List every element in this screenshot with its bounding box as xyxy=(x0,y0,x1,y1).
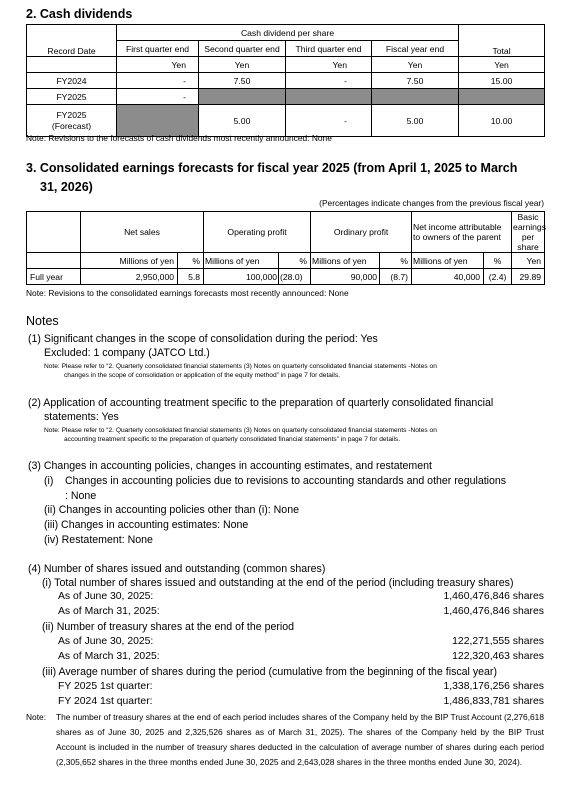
cash-dividends-note: Note: Revisions to the forecasts of cash dividends most recently announced: None xyxy=(26,133,332,143)
unit-yen: Yen xyxy=(512,253,545,269)
forecast-q3: - xyxy=(286,105,372,137)
total-header: Total xyxy=(459,25,545,57)
fy-header: Fiscal year end xyxy=(372,41,459,57)
forecast-note: Note: Revisions to the consolidated earnings forecasts most recently announced: None xyxy=(26,288,349,298)
shares-row xyxy=(58,635,544,649)
row-label-fy2024: FY2024 xyxy=(27,73,117,89)
unit-pct: % xyxy=(380,253,412,269)
net-income-header xyxy=(412,212,512,253)
forecast-fy: 5.00 xyxy=(372,105,459,137)
full-year-label: Full year xyxy=(27,269,81,285)
operating-profit-header: Operating profit xyxy=(204,212,311,253)
unit-millions: Millions of yen xyxy=(311,253,380,269)
fy2024-q2: 7.50 xyxy=(199,73,286,89)
net-sales-header: Net sales xyxy=(81,212,204,253)
row-label-fy2025: FY2025 xyxy=(27,89,117,105)
note-1-detail-1: Note: Please refer to “2. Quarterly consolidated financial statements (3) Notes on quarterly consolidated financial statements -Notes on xyxy=(44,363,437,370)
note-4: (4) Number of shares issued and outstanding (common shares) xyxy=(28,563,326,575)
shares-row xyxy=(58,605,544,619)
unit-pct: % xyxy=(484,253,512,269)
note-4-ii: (ii) Number of treasury shares at the end of the period xyxy=(42,621,295,633)
shaded-cell xyxy=(199,89,286,105)
unit-yen: Yen xyxy=(117,57,199,73)
ordinary-profit-header: Ordinary profit xyxy=(311,212,412,253)
shares-row-label: FY 2024 1st quarter: xyxy=(58,696,153,707)
unit-blank xyxy=(27,57,117,73)
note-4-iii: (iii) Average number of shares during the period (cumulative from the beginning of the fiscal year) xyxy=(42,666,497,678)
unit-millions: Millions of yen xyxy=(204,253,279,269)
shares-row xyxy=(58,650,544,664)
net-income-header-line2: to owners of the parent xyxy=(413,232,501,242)
q3-header: Third quarter end xyxy=(286,41,372,57)
notes-heading: Notes xyxy=(26,314,59,328)
operating-profit-value: 100,000 xyxy=(204,269,279,285)
shares-row-value: 1,460,476,846 shares xyxy=(443,591,544,602)
shares-row-value: 1,486,833,781 shares xyxy=(443,696,544,707)
shares-row-label: As of June 30, 2025: xyxy=(58,591,154,602)
forecast-heading-line1: 3. Consolidated earnings forecasts for fiscal year 2025 (from April 1, 2025 to March xyxy=(26,161,518,175)
ordinary-profit-value: 90,000 xyxy=(311,269,380,285)
note-2-line2: statements: Yes xyxy=(44,411,119,423)
forecast-heading-line2: 31, 2026) xyxy=(40,180,93,194)
net-sales-pct: 5.8 xyxy=(178,269,204,285)
fy2024-fy: 7.50 xyxy=(372,73,459,89)
final-note-text: The number of treasury shares at the end of each period includes shares of the Company held by the BIP Trust Account (2,276,618 shares as of June 30, 2025 and 2,325,526 shares as of March 31, 2025). The shares of the Company held by the BIP Trust Account is included in the number of treasury shares deducted in the calculation of average number of shares during each period (2,305,652 shares in the three months ended June 30, 2025 and 2,643,028 shares in the three months ended June 30, 2024). xyxy=(56,712,544,767)
eps-header xyxy=(512,212,545,253)
unit-millions: Millions of yen xyxy=(412,253,484,269)
unit-yen: Yen xyxy=(199,57,286,73)
note-1-detail-2: changes in the scope of consolidation or application of the equity method” in page 7 for details. xyxy=(64,372,341,379)
unit-millions: Millions of yen xyxy=(81,253,178,269)
fy2024-total: 15.00 xyxy=(459,73,545,89)
shares-row-label: FY 2025 1st quarter: xyxy=(58,681,153,692)
note-4-i: (i) Total number of shares issued and outstanding at the end of the period (including treasury shares) xyxy=(42,577,514,589)
forecast-year: FY2025 xyxy=(56,109,87,120)
final-note-label: Note: xyxy=(26,712,47,722)
row-label-forecast xyxy=(27,105,117,137)
note-2-line1: (2) Application of accounting treatment specific to the preparation of quarterly consolidated financial xyxy=(28,397,494,409)
fy2024-q3: - xyxy=(286,73,372,89)
note-3-iii: (iii) Changes in accounting estimates: None xyxy=(44,519,249,531)
eps-value: 29.89 xyxy=(512,269,545,285)
note-2-detail-2: accounting treatment specific to the preparation of quarterly consolidated financial statements” in page 7 for details. xyxy=(64,436,401,443)
shares-row-label: As of June 30, 2025: xyxy=(58,636,154,647)
dividend-per-share-header: Cash dividend per share xyxy=(117,25,459,41)
eps-header-line3: per share xyxy=(517,232,539,252)
shaded-cell xyxy=(372,89,459,105)
note-2-detail-1: Note: Please refer to “2. Quarterly consolidated financial statements (3) Notes on quarterly consolidated financial statements -Notes on xyxy=(44,427,437,434)
operating-profit-pct: (28.0) xyxy=(279,269,311,285)
unit-pct: % xyxy=(279,253,311,269)
unit-pct: % xyxy=(178,253,204,269)
note-3-i-none: : None xyxy=(65,490,97,502)
shaded-cell xyxy=(286,89,372,105)
note-3-iv: (iv) Restatement: None xyxy=(44,534,153,546)
fy2025-q1: - xyxy=(117,89,199,105)
net-income-header-line1: Net income attributable xyxy=(413,222,502,232)
cash-dividends-heading: 2. Cash dividends xyxy=(26,7,133,21)
shares-row xyxy=(58,680,544,694)
net-sales-value: 2,950,000 xyxy=(81,269,178,285)
shares-row xyxy=(58,695,544,709)
shares-row-value: 1,460,476,846 shares xyxy=(443,606,544,617)
shaded-cell xyxy=(117,105,199,137)
record-date-header: Record Date xyxy=(27,25,117,57)
earnings-forecast-table xyxy=(26,211,545,285)
fy2024-q1: - xyxy=(117,73,199,89)
forecast-q2: 5.00 xyxy=(199,105,286,137)
shares-row xyxy=(58,590,544,604)
unit-yen: Yen xyxy=(286,57,372,73)
shaded-cell xyxy=(459,89,545,105)
shares-row-value: 122,320,463 shares xyxy=(452,651,544,662)
shares-row-value: 1,338,176,256 shares xyxy=(443,681,544,692)
note-3-ii: (ii) Changes in accounting policies other than (i): None xyxy=(44,504,299,516)
note-3: (3) Changes in accounting policies, changes in accounting estimates, and restatement xyxy=(28,460,432,472)
net-income-pct: (2.4) xyxy=(484,269,512,285)
forecast-total: 10.00 xyxy=(459,105,545,137)
unit-yen: Yen xyxy=(459,57,545,73)
shares-row-label: As of March 31, 2025: xyxy=(58,606,160,617)
note-1-excluded: Excluded: 1 company (JATCO Ltd.) xyxy=(44,347,210,359)
note-1: (1) Significant changes in the scope of consolidation during the period: Yes xyxy=(28,333,378,345)
blank-header xyxy=(27,212,81,253)
unit-yen: Yen xyxy=(372,57,459,73)
percentage-note: (Percentages indicate changes from the previous fiscal year) xyxy=(319,198,544,208)
q2-header: Second quarter end xyxy=(199,41,286,57)
forecast-label: (Forecast) xyxy=(51,120,92,131)
note-3-i-number: (i) xyxy=(44,475,54,487)
net-income-value: 40,000 xyxy=(412,269,484,285)
eps-header-line1: Basic xyxy=(517,212,539,222)
shares-row-label: As of March 31, 2025: xyxy=(58,651,160,662)
note-3-i: Changes in accounting policies due to revisions to accounting standards and other regulations xyxy=(65,475,507,487)
cash-dividends-table xyxy=(26,24,545,137)
eps-header-line2: earnings xyxy=(513,222,547,232)
units-blank xyxy=(27,253,81,269)
shares-row-value: 122,271,555 shares xyxy=(452,636,544,647)
ordinary-profit-pct: (8.7) xyxy=(380,269,412,285)
q1-header: First quarter end xyxy=(117,41,199,57)
